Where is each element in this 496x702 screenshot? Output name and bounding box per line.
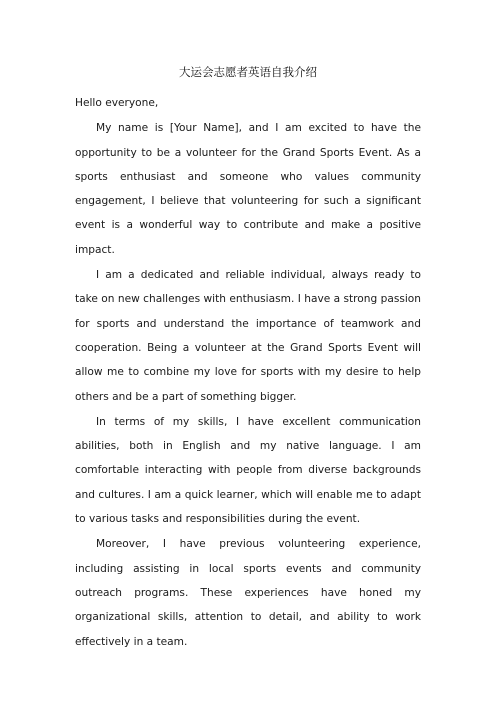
document-title: 大运会志愿者英语自我介绍	[179, 65, 317, 79]
paragraph-1: My name is [Your Name], and I am excited to have the opportunity to be a volunteer for the Grand Sports Event. As a sports enthusiast and someone who values community engagement, I believe that volunteering for such a significant event is a wonderful way to contribute and make a positive impact.	[75, 122, 421, 256]
document-body	[75, 91, 421, 655]
paragraph-3: In terms of my skills, I have excellent communication abilities, both in English and my native language. I am comfortable interacting with people from diverse backgrounds and cultures. I am a quick learner, which will enable me to adapt to various tasks and responsibilities during the event.	[75, 415, 421, 526]
greeting-line: Hello everyone,	[75, 97, 159, 109]
paragraph-4: Moreover, I have previous volunteering experience, including assisting in local sports events and community outreach programs. These experiences have honed my organizational skills, attention to detail, and ability to work effectively in a team.	[75, 538, 421, 648]
paragraph-2: I am a dedicated and reliable individual, always ready to take on new challenges with enthusiasm. I have a strong passion for sports and understand the importance of teamwork and cooperation. Being a volunteer at the Grand Sports Event will allow me to combine my love for sports with my desire to help others and be a part of something bigger.	[75, 269, 421, 403]
